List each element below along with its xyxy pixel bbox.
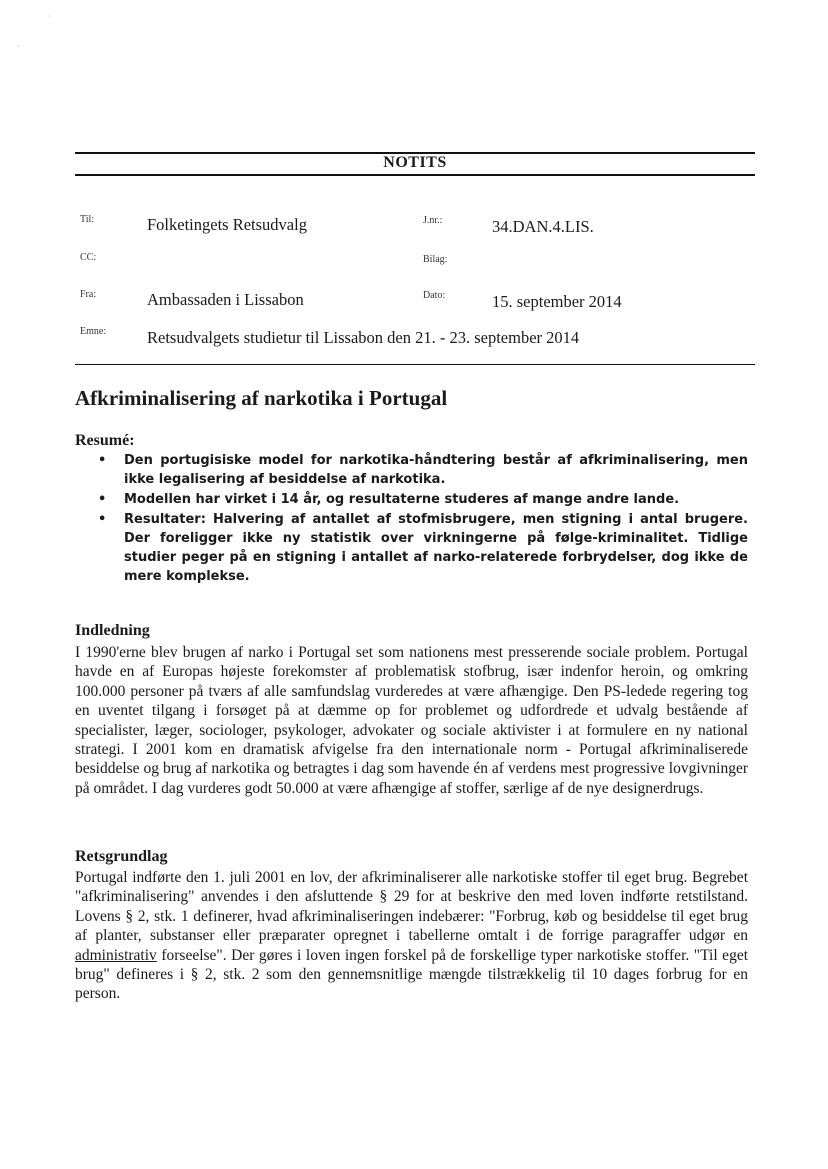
jnr-label: J.nr.:	[423, 215, 443, 226]
date-label: Dato:	[423, 290, 446, 301]
bullet-icon: •	[98, 512, 107, 527]
bullet-icon: •	[98, 453, 107, 468]
resume-bullet	[98, 510, 748, 586]
subject-value: Retsudvalgets studietur til Lissabon den 21. - 23. september 2014	[147, 328, 580, 347]
scan-speck: ·	[17, 42, 20, 51]
scan-speck: ·	[48, 12, 51, 21]
legal-paragraph	[75, 868, 748, 1004]
resume-bullet	[98, 451, 748, 489]
bilag-label: Bilag:	[423, 254, 448, 265]
header-end-rule	[75, 364, 755, 365]
legal-heading: Retsgrundlag	[75, 848, 168, 865]
from-label: Fra:	[80, 289, 97, 300]
resume-list	[98, 451, 748, 587]
resume-bullet-text: Resultater: Halvering af antallet af stofmisbrugere, men stigning i antal brugere. Der foreligger ikke ny statistik over virkningerne på følge-kriminalitet. Tidlige studier peger på en stigning i antallet af narko-relaterede forbrydelser, dog ikke de mere komplekse.	[124, 512, 748, 584]
document-title: Afkriminalisering af narkotika i Portugal	[75, 386, 448, 410]
intro-heading: Indledning	[75, 622, 150, 639]
jnr-value: 34.DAN.4.LIS.	[492, 217, 594, 236]
date-value: 15. september 2014	[492, 292, 622, 311]
from-value: Ambassaden i Lissabon	[147, 290, 304, 309]
resume-bullet-text: Den portugisiske model for narkotika-håndtering består af afkriminalisering, men ikke legalisering af besiddelse af narkotika.	[124, 453, 748, 487]
header-bottom-rule	[75, 174, 755, 176]
resume-heading: Resumé:	[75, 432, 135, 449]
to-value: Folketingets Retsudvalg	[147, 215, 307, 234]
cc-label: CC:	[80, 252, 97, 263]
legal-text-part: forseelse". Der gøres i loven ingen forskel på de forskellige typer narkotiske stoffer. "Til eget brug" defineres i § 2, stk. 2 som den gennemsnitlige mængde tilstrækkelig til 10 dages forbrug for en person.	[75, 946, 748, 1003]
bullet-icon: •	[98, 492, 107, 507]
subject-label: Emne:	[80, 326, 107, 337]
resume-bullet	[98, 490, 748, 509]
legal-text-part: Portugal indførte den 1. juli 2001 en lov, der afkriminaliserer alle narkotiske stoffer til eget brug. Begrebet "afkriminalisering" anvendes i den afsluttende § 29 for at beskrive den med loven indførte retstilstand. Lovens § 2, stk. 1 definerer, hvad afkriminaliseringen indebærer: "Forbrug, køb og besiddelse til eget brug af planter, substanser eller præparater opregnet i tabellerne omtalt i de forrige paragraffer udgør en	[75, 869, 748, 945]
legal-text-underlined: administrativ	[75, 946, 157, 964]
to-label: Til:	[80, 214, 95, 225]
intro-paragraph: I 1990'erne blev brugen af narko i Portugal set som nationens mest presserende sociale problem. Portugal havde en af Europas højeste forekomster af problematisk stofbrug, især indenfor heroin, og omkring 100.000 personer på tværs af alle samfundslag vurderedes at være afhængige. Den PS-ledede regering tog en uventet tilgang i forsøget på at dæmme op for problemet og udfordrede et udvalg bestående af specialister, læger, sociologer, psykologer, advokater og sociale aktivister i at formulere en ny national strategi. I 2001 kom en dramatisk afvigelse fra den internationale norm - Portugal afkriminaliserede besiddelse og brug af narkotika og betragtes i dag som havende én af verdens mest progressive lovgivninger på området. I dag vurderes godt 50.000 at være afhængige af stoffer, særlige af de nye designerdrugs.	[75, 644, 748, 797]
resume-bullet-text: Modellen har virket i 14 år, og resultaterne studeres af mange andre lande.	[124, 492, 680, 507]
document-type-title: NOTITS	[383, 154, 447, 171]
